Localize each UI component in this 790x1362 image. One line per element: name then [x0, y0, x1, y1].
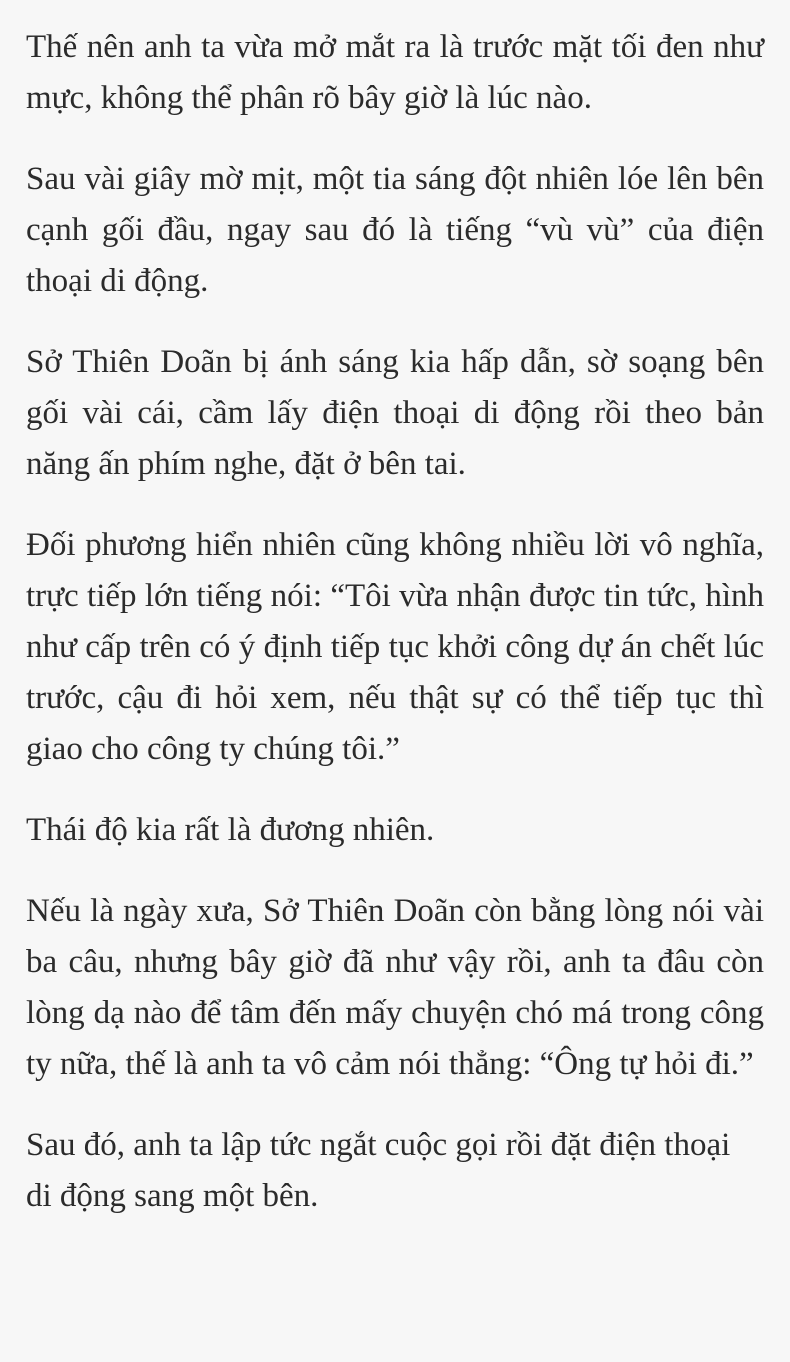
- story-paragraph: Sở Thiên Doãn bị ánh sáng kia hấp dẫn, sờ soạng bên gối vài cái, cầm lấy điện thoại di động rồi theo bản năng ấn phím nghe, đặt ở bên tai.: [26, 344, 764, 482]
- story-paragraph: Đối phương hiển nhiên cũng không nhiều lời vô nghĩa, trực tiếp lớn tiếng nói: “Tôi vừa nhận được tin tức, hình như cấp trên có ý định tiếp tục khởi công dự án chết lúc trước, cậu đi hỏi xem, nếu thật sự có thể tiếp tục thì giao cho công ty chúng tôi.”: [26, 527, 764, 767]
- story-paragraph: Sau đó, anh ta lập tức ngắt cuộc gọi rồi đặt điện thoại di động sang một bên.: [26, 1127, 731, 1214]
- story-paragraph: Nếu là ngày xưa, Sở Thiên Doãn còn bằng lòng nói vài ba câu, nhưng bây giờ đã như vậy rồi, anh ta đâu còn lòng dạ nào để tâm đến mấy chuyện chó má trong công ty nữa, thế là anh ta vô cảm nói thẳng: “Ông tự hỏi đi.”: [26, 893, 764, 1082]
- story-paragraph: Thế nên anh ta vừa mở mắt ra là trước mặt tối đen như mực, không thể phân rõ bây giờ là lúc nào.: [26, 29, 764, 116]
- story-paragraph: Thái độ kia rất là đương nhiên.: [26, 812, 435, 848]
- story-paragraph: Sau vài giây mờ mịt, một tia sáng đột nhiên lóe lên bên cạnh gối đầu, ngay sau đó là tiếng “vù vù” của điện thoại di động.: [26, 161, 764, 299]
